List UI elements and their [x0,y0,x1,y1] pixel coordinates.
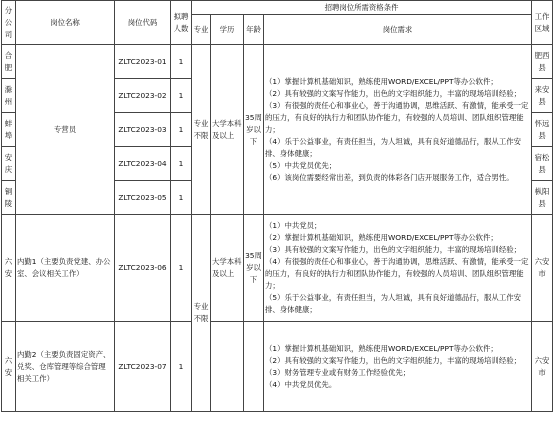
hire-count: 1 [171,215,192,322]
row-branch: 合肥 [2,45,16,79]
header-region: 工作区域 [532,1,553,45]
header-code: 岗位代码 [115,1,171,45]
requirement-line: （4）乐于公益事业，有责任担当，为人坦诚，具有良好道德品行，服从工作安排、身体健康； [265,136,521,158]
age-requirement [244,322,264,412]
major-requirement: 专业不限 [192,45,211,215]
header-position: 岗位名称 [16,1,115,45]
header-requirements: 岗位需求 [264,15,532,45]
header-age: 年龄 [244,15,264,45]
requirement-line: （4）有很强的责任心和事业心，善于沟通协调，思维活跃、有激情，能承受一定的压力，有良好的执行力和团队协作能力，有较强的人员培训、团队组织管理能力； [265,257,529,290]
row-branch: 安庆 [2,147,16,181]
position-name: 内勤1（主要负责党建、办公室、会议相关工作） [16,215,115,322]
position-code: ZLTC2023-06 [115,215,171,322]
work-region: 六安市 [532,215,553,322]
requirement-line: （3）财务管理专业或有财务工作经验优先； [265,367,411,377]
job-requirements [264,322,532,412]
job-requirements [264,215,532,322]
position-code: ZLTC2023-03 [115,113,171,147]
requirement-line: （6）该岗位需要经常出差，到负责的体彩各门店开展服务工作，适合男性。 [265,172,514,182]
work-region: 六安市 [532,322,553,412]
hire-count: 1 [171,113,192,147]
hire-count: 1 [171,147,192,181]
requirement-line: （5）中共党员优先； [265,160,337,170]
age-requirement: 35周岁以下 [244,215,264,322]
position-code: ZLTC2023-05 [115,181,171,215]
work-region: 来安县 [532,79,553,113]
job-requirements [264,45,532,215]
requirement-line: （2）具有较强的文案写作能力，出色的文字组织能力，丰富的现场培训经验； [265,355,521,365]
row-branch: 六安 [2,215,16,322]
requirement-line: （4）中共党员优先。 [265,379,337,389]
position-code: ZLTC2023-02 [115,79,171,113]
row-branch: 六安 [2,322,16,412]
work-region: 枞阳县 [532,181,553,215]
major-requirement: 专业不限 [192,215,211,412]
requirement-line: （2）具有较强的文案写作能力，出色的文字组织能力，丰富的现场培训经验； [265,88,521,98]
recruitment-table [1,0,553,412]
education-requirement [211,322,244,412]
education-requirement: 大学本科及以上 [211,215,244,322]
education-requirement: 大学本科及以上 [211,45,244,215]
position-code: ZLTC2023-04 [115,147,171,181]
work-region: 肥西县 [532,45,553,79]
requirement-line: （1）掌握计算机基础知识，熟练使用WORD/EXCEL/PPT等办公软件； [265,343,498,353]
header-count: 拟聘人数 [171,1,192,45]
requirement-line: （3）具有较强的文案写作能力，出色的文字组织能力，丰富的现场培训经验； [265,245,521,254]
work-region: 怀远县 [532,113,553,147]
requirement-line: （3）有很强的责任心和事业心，善于沟通协调，思维活跃、有激情，能承受一定的压力，有良好的执行力和团队协作能力，有较强的人员培训、团队组织管理能力； [265,100,529,134]
requirement-line: （1）中共党员； [265,221,322,230]
position-code: ZLTC2023-01 [115,45,171,79]
hire-count: 1 [171,79,192,113]
header-major: 专业 [192,15,211,45]
requirement-line: （1）掌握计算机基础知识，熟练使用WORD/EXCEL/PPT等办公软件； [265,76,498,86]
row-branch: 蚌埠 [2,113,16,147]
position-code: ZLTC2023-07 [115,322,171,412]
row-branch: 滁州 [2,79,16,113]
hire-count: 1 [171,45,192,79]
age-requirement: 35周岁以下 [244,45,264,215]
row-branch: 铜陵 [2,181,16,215]
position-name: 内勤2（主要负责固定资产、兑奖、仓库管理等综合管理相关工作） [16,322,115,412]
requirement-line: （5）乐于公益事业，有责任担当，为人坦诚，具有良好道德品行，服从工作安排、身体健康； [265,293,521,314]
work-region: 宿松县 [532,147,553,181]
header-education: 学历 [211,15,244,45]
header-branch: 分公司 [2,1,16,45]
requirement-line: （2）掌握计算机基础知识，熟练使用WORD/EXCEL/PPT等办公软件； [265,233,498,242]
hire-count: 1 [171,181,192,215]
hire-count: 1 [171,322,192,412]
position-name: 专营员 [16,45,115,215]
header-requirements-group: 招聘岗位所需资格条件 [192,1,532,15]
